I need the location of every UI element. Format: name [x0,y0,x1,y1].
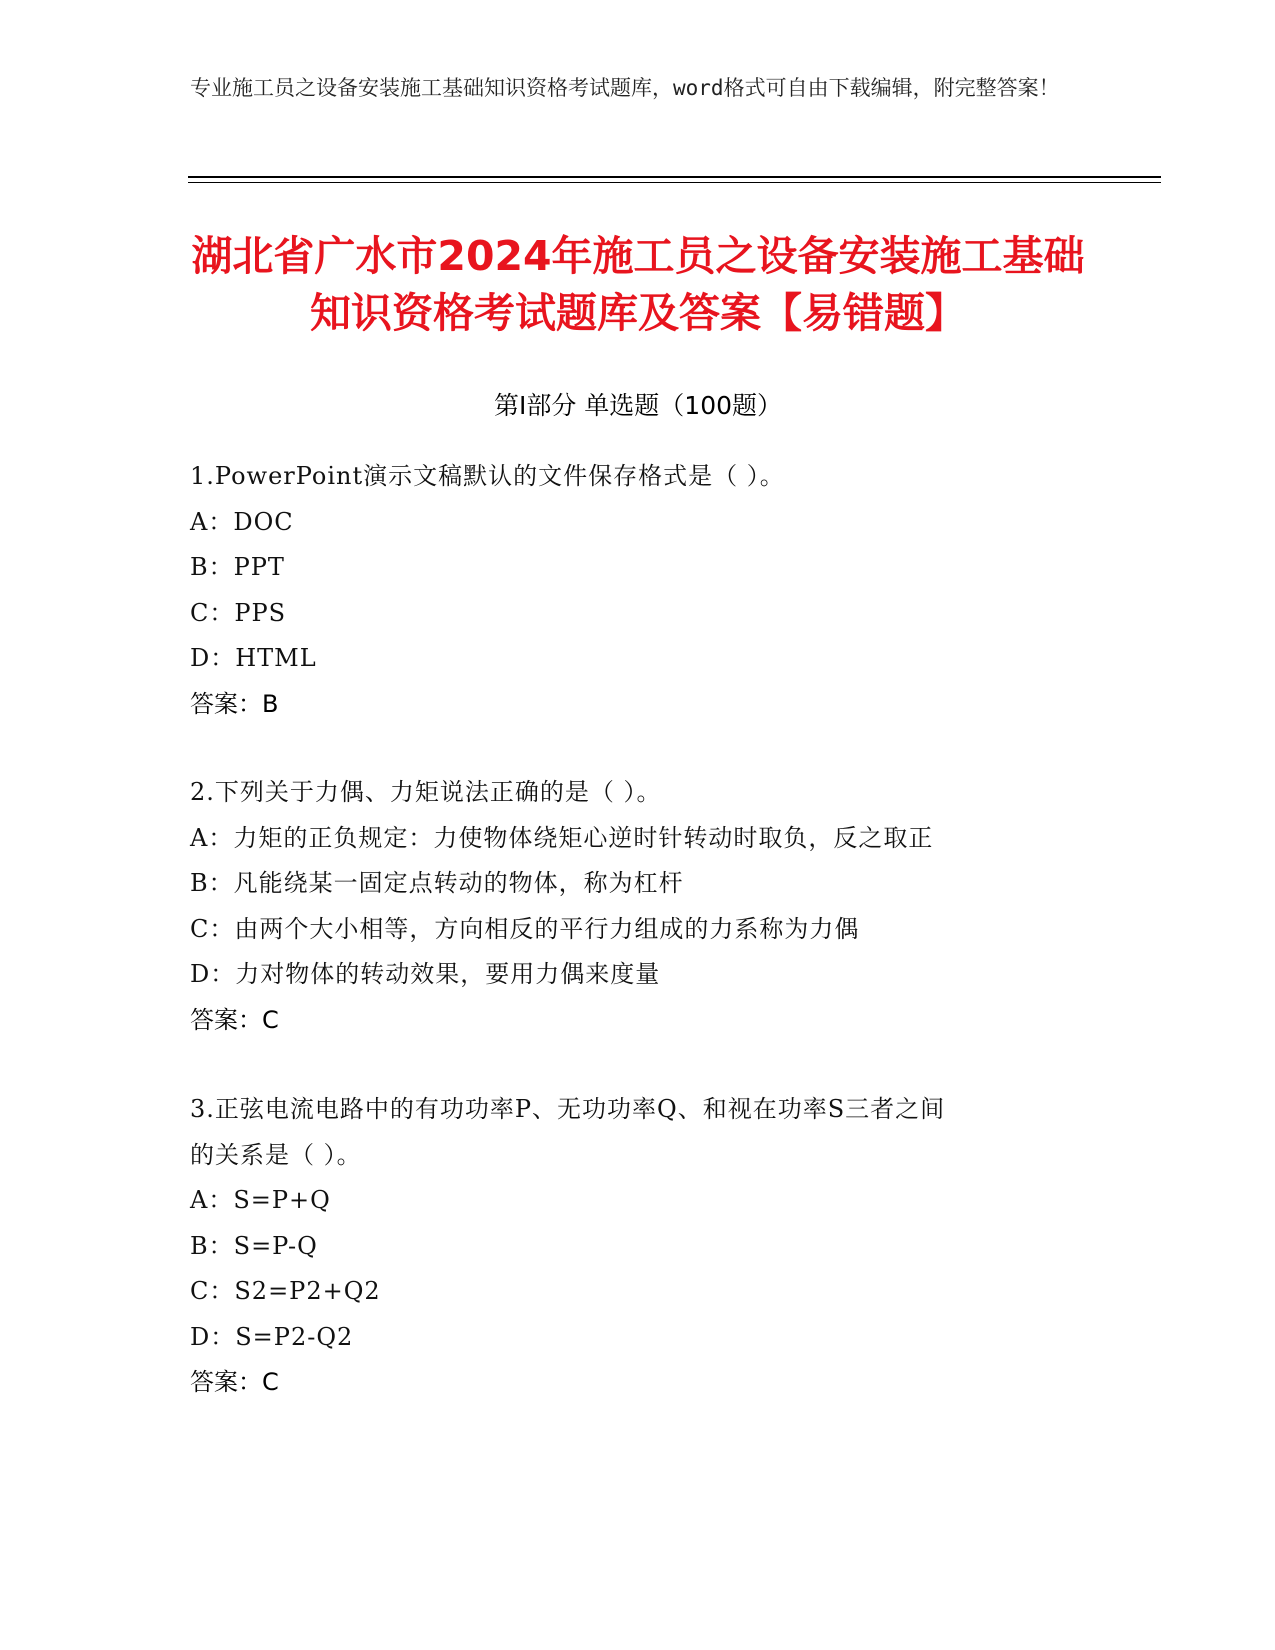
question-1 [190,454,1090,727]
option-c: C：S2=P2+Q2 [190,1277,381,1305]
question-3 [190,1087,1090,1406]
answer: 答案：C [190,1368,279,1396]
document-title: 湖北省广水市2024年施工员之设备安装施工基础知识资格考试题库及答案【易错题】 [191,232,1085,337]
header-note: 专业施工员之设备安装施工基础知识资格考试题库，word格式可自由下载编辑，附完整答案！ [190,76,1060,100]
option-c: C：PPS [190,598,287,627]
option-b: B：S=P-Q [190,1231,318,1260]
option-a: A：DOC [190,507,294,536]
question-2 [190,770,1090,1043]
option-d: D：HTML [190,644,317,672]
header-divider-thin [188,182,1161,183]
option-d: D：S=P2-Q2 [190,1322,354,1351]
question-stem: 1.PowerPoint演示文稿默认的文件保存格式是（ ）。 [190,462,785,490]
answer: 答案：C [190,1005,279,1034]
section-heading: 第I部分 单选题（100题） [493,391,783,420]
option-c: C：由两个大小相等，方向相反的平行力组成的力系称为力偶 [190,914,860,943]
option-d: D：力对物体的转动效果，要用力偶来度量 [190,960,661,988]
option-b: B：凡能绕某一固定点转动的物体，称为杠杆 [190,869,684,897]
question-stem: 2.下列关于力偶、力矩说法正确的是（ ）。 [190,778,662,806]
question-stem-line-2: 的关系是（ ）。 [190,1140,362,1169]
option-a: A：S=P+Q [190,1186,331,1214]
question-stem-line-1: 3.正弦电流电路中的有功功率P、无功功率Q、和视在功率S三者之间 [190,1095,946,1123]
answer: 答案：B [190,689,279,718]
option-b: B：PPT [190,553,285,581]
option-a: A：力矩的正负规定：力使物体绕矩心逆时针转动时取负，反之取正 [190,823,934,852]
header-divider-thick [188,176,1161,178]
